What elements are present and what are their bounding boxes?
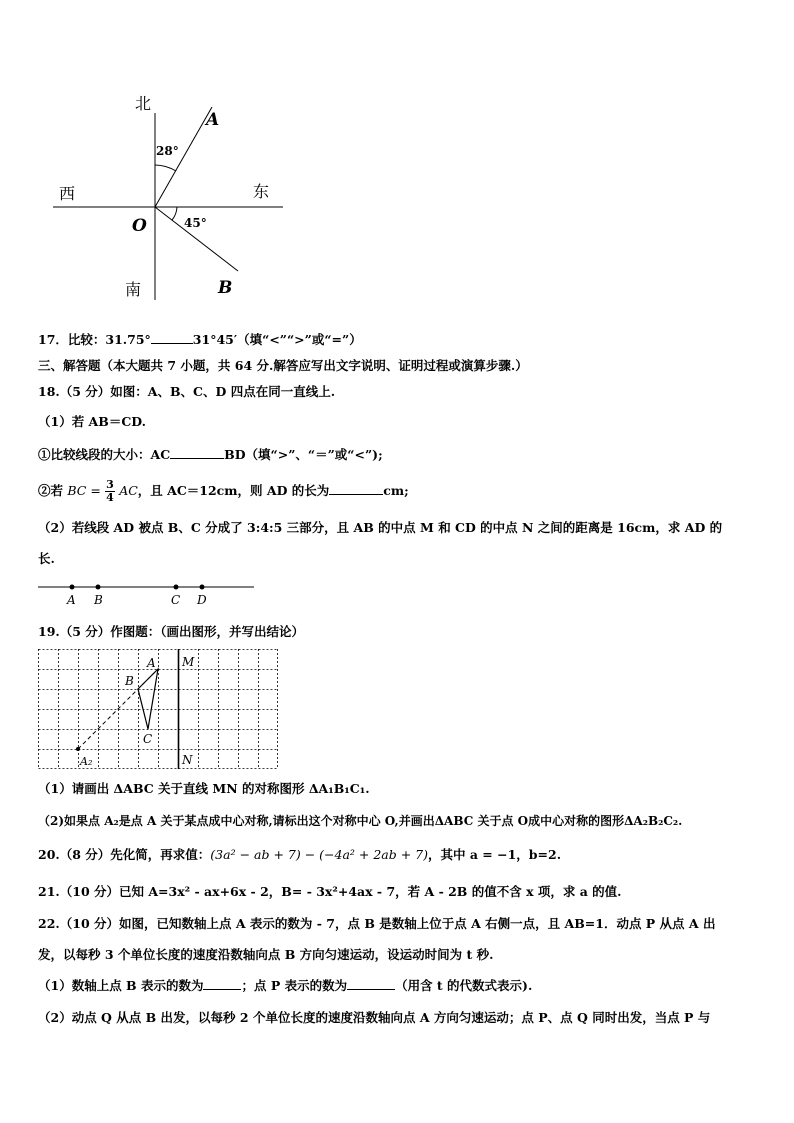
- line-label-b: B: [94, 593, 103, 607]
- q18-s1-blank: [170, 446, 224, 459]
- question-22-line-4: （2）动点 Q 从点 B 出发，以每秒 2 个单位长度的速度沿数轴向点 A 方向匀速运动；点 P、点 Q 同时出发，当点 P 与: [38, 1010, 711, 1025]
- grid-lines: [39, 649, 279, 769]
- question-19-stem: 19.（5 分）作图题：（画出图形，并写出结论）: [38, 624, 305, 639]
- point-c-dot: [174, 585, 179, 590]
- line-label-a: A: [67, 593, 76, 607]
- question-17: [38, 331, 362, 349]
- grid-label-b: B: [125, 674, 134, 688]
- line-label-c: C: [171, 593, 181, 607]
- grid-label-c: C: [143, 732, 153, 746]
- q20-expression: (3a² − ab + 7) − (−4a² + 2ab + 7): [210, 847, 428, 862]
- east-label: 东: [253, 182, 270, 201]
- angle-arc-b: [172, 207, 177, 220]
- q22-blank-p: [347, 977, 395, 990]
- points-line-diagram: [36, 578, 258, 608]
- west-label: 西: [59, 184, 76, 203]
- q17-blank: [151, 331, 193, 344]
- q20-suffix: ，其中 a = −1，b=2.: [427, 847, 562, 862]
- question-19-part-1: （1）请画出 ΔABC 关于直线 MN 的对称图形 ΔA₁B₁C₁.: [38, 781, 370, 796]
- angle-a-label: 28°: [156, 144, 179, 158]
- line-label-d: D: [197, 593, 207, 607]
- q22-l3-mid: ；点 P 表示的数为: [241, 978, 348, 993]
- question-18-part-1: （1）若 AB＝CD.: [38, 414, 147, 429]
- point-b-dot: [96, 585, 101, 590]
- grid-label-n: N: [182, 753, 193, 767]
- q18-s2-end: cm;: [383, 483, 409, 498]
- question-18-part-2: （2）若线段 AD 被点 B、C 分成了 3:4:5 三部分，且 AB 的中点 M 和 CD 的中点 N 之间的距离是 16cm，求 AD 的: [38, 520, 723, 535]
- question-21: 21.（10 分）已知 A=3x² - ax+6x - 2，B= - 3x²+4ax - 7，若 A - 2B 的值不含 x 项，求 a 的值.: [38, 884, 622, 899]
- q18-s2-blank: [329, 482, 383, 495]
- question-18-sub-1: [38, 446, 383, 464]
- grid-label-a: A: [147, 656, 156, 670]
- q20-prefix: 20.（8 分）先化简，再求值：: [38, 847, 211, 862]
- q17-prefix: 17．比较：31.75°: [38, 332, 151, 347]
- question-22-line-2: 发，以每秒 3 个单位长度的速度沿数轴向点 B 方向匀速运动，设运动时间为 t 秒.: [38, 947, 494, 962]
- q18-s2-bc: BC =: [67, 483, 101, 498]
- point-a2-dot: [76, 747, 80, 751]
- q17-suffix: 31°45′（填“<”“>”或“=”）: [192, 332, 362, 347]
- fraction-numerator: 3: [106, 478, 114, 491]
- question-18-sub-2: [38, 476, 409, 506]
- question-20: [38, 846, 561, 864]
- question-22-line-1: 22.（10 分）如图，已知数轴上点 A 表示的数为 - 7，点 B 是数轴上位于点 A 右侧一点，且 AB=1．动点 P 从点 A 出: [38, 916, 716, 931]
- angle-arc-a: [155, 165, 176, 171]
- grid-diagram: [38, 649, 280, 771]
- q18-s1-suffix: BD（填“>”、“＝”或“<”);: [224, 447, 383, 462]
- question-19-part-2: （2)如果点 A₂是点 A 关于某点成中心对称,请标出这个对称中心 O,并画出ΔABC 关于点 O成中心对称的图形ΔA₂B₂C₂.: [38, 814, 683, 828]
- origin-label: O: [132, 216, 147, 236]
- compass-diagram: [40, 85, 310, 305]
- south-label: 南: [125, 280, 142, 299]
- q22-blank-b: [203, 977, 241, 990]
- question-18-stem: 18.（5 分）如图：A、B、C、D 四点在同一直线上.: [38, 384, 336, 399]
- q18-s2-a: ②若: [38, 483, 64, 498]
- fraction-denominator: 4: [106, 491, 114, 504]
- point-b-label: B: [218, 278, 233, 298]
- point-a-dot: [70, 585, 75, 590]
- question-18-part-2-cont: 长.: [38, 551, 55, 566]
- point-a-label: A: [206, 110, 220, 130]
- triangle-abc: [138, 669, 158, 729]
- angle-b-label: 45°: [184, 216, 207, 230]
- grid-label-a2: A₂: [80, 755, 93, 768]
- q22-l3-end: （用含 t 的代数式表示).: [395, 978, 533, 993]
- q22-l3-prefix: （1）数轴上点 B 表示的数为: [38, 978, 204, 993]
- section-3-heading: 三、解答题（本大题共 7 小题，共 64 分.解答应写出文字说明、证明过程或演算步骤.）: [38, 358, 528, 373]
- q18-s2-ac: AC: [119, 483, 138, 498]
- q18-fraction: [105, 479, 115, 504]
- point-d-dot: [200, 585, 205, 590]
- grid-label-m: M: [182, 655, 195, 669]
- q18-s2-mid: ，且 AC＝12cm，则 AD 的长为: [137, 483, 330, 498]
- q18-s1-prefix: ①比较线段的大小：AC: [38, 447, 171, 462]
- question-22-line-3: [38, 977, 532, 995]
- north-label: 北: [135, 94, 152, 113]
